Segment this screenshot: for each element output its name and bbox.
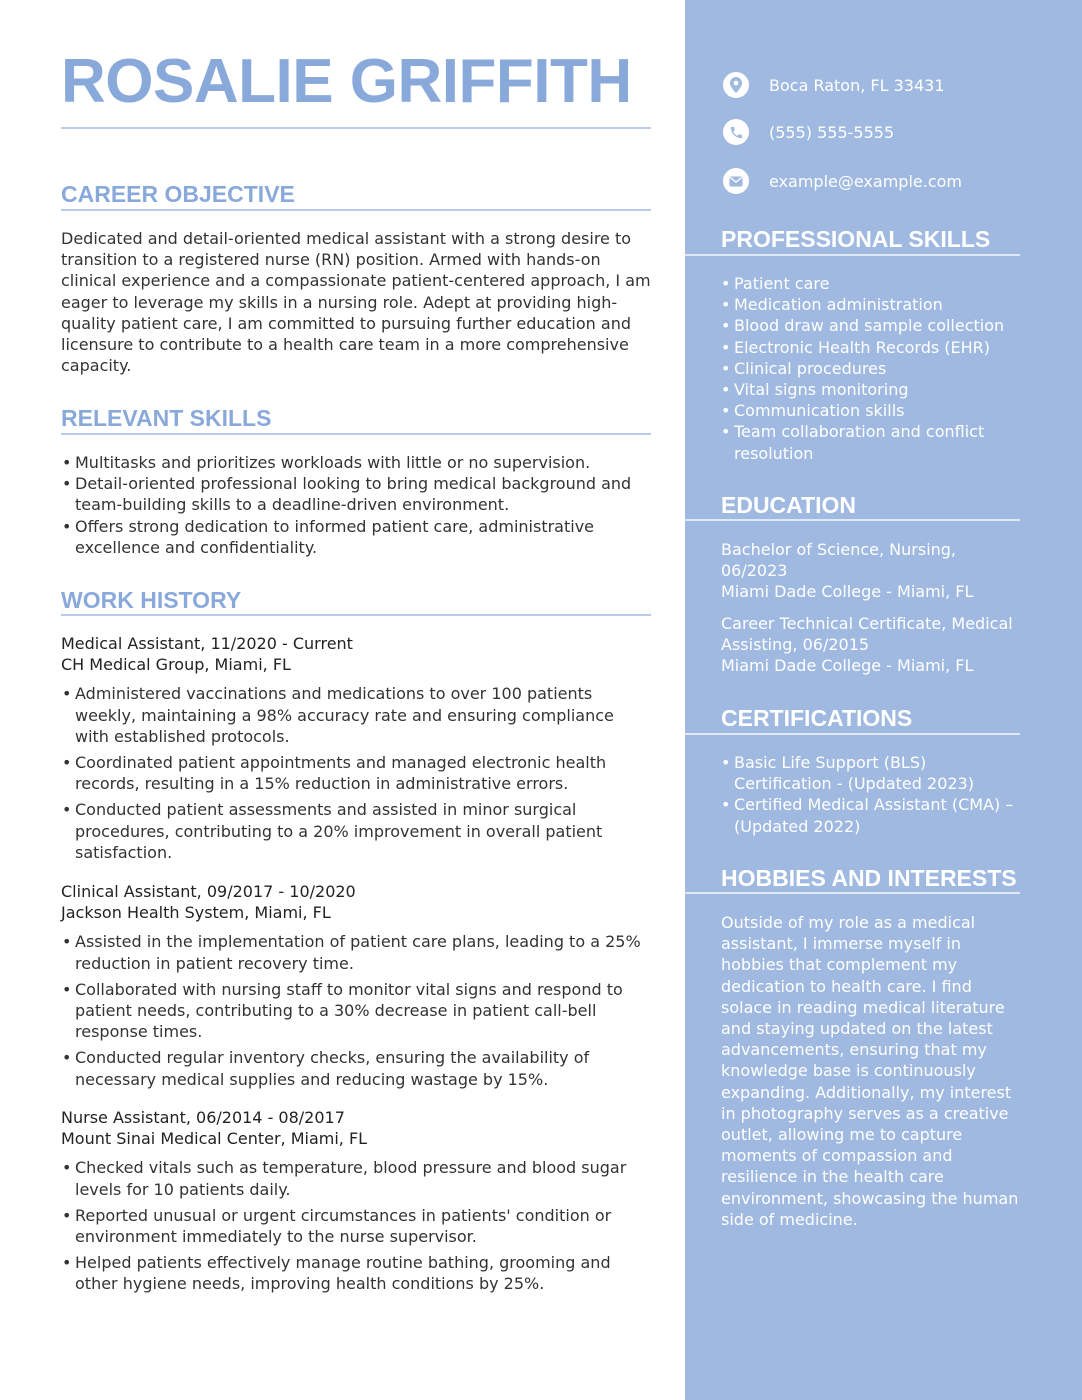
email-icon bbox=[723, 168, 749, 194]
list-item: • Conducted regular inventory checks, ensuring the availability of necessary medical supplies and reducing wastage by 15%. bbox=[61, 1047, 651, 1089]
list-item: • Reported unusual or urgent circumstances in patients' condition or environment immediately to the nurse supervisor. bbox=[61, 1205, 651, 1247]
job-title: Clinical Assistant, 09/2017 - 10/2020 bbox=[61, 882, 356, 901]
list-item: • Certified Medical Assistant (CMA) – (Updated 2022) bbox=[721, 794, 1021, 836]
location-pin-icon bbox=[723, 72, 749, 98]
list-item: • Administered vaccinations and medications to over 100 patients weekly, maintaining a 98% accuracy rate and ensuring compliance with established protocols. bbox=[61, 683, 651, 747]
list-item: • Clinical procedures bbox=[721, 358, 1021, 379]
career-objective-heading: CAREER OBJECTIVE bbox=[61, 181, 295, 207]
job-bullets bbox=[61, 931, 651, 1089]
list-item: • Blood draw and sample collection bbox=[721, 315, 1021, 336]
list-item: • Detail-oriented professional looking to bring medical background and team-building skills to a deadline-driven environment. bbox=[61, 473, 651, 515]
email-text: example@example.com bbox=[769, 171, 962, 191]
job-organization: CH Medical Group, Miami, FL bbox=[61, 655, 291, 675]
list-item: • Conducted patient assessments and assisted in minor surgical procedures, contributing to a 20% improvement in overall patient satisfaction. bbox=[61, 799, 651, 863]
professional-skills-divider bbox=[685, 254, 1020, 256]
education-degree: Bachelor of Science, Nursing, 06/2023 bbox=[721, 540, 957, 581]
work-history-divider bbox=[61, 614, 651, 616]
relevant-skills-divider bbox=[61, 433, 651, 435]
list-item: • Offers strong dedication to informed patient care, administrative excellence and confidentiality. bbox=[61, 516, 651, 558]
certifications-divider bbox=[685, 733, 1020, 735]
list-item: • Patient care bbox=[721, 273, 1021, 294]
education-heading: EDUCATION bbox=[721, 492, 857, 518]
address-text: Boca Raton, FL 33431 bbox=[769, 75, 945, 95]
list-item: • Team collaboration and conflict resolution bbox=[721, 421, 1021, 463]
list-item: • Checked vitals such as temperature, blood pressure and blood sugar levels for 10 patients daily. bbox=[61, 1157, 651, 1199]
list-item: • Vital signs monitoring bbox=[721, 379, 1021, 400]
hobbies-divider bbox=[685, 892, 1020, 894]
education-entry bbox=[721, 613, 1021, 677]
candidate-name: ROSALIE GRIFFITH bbox=[61, 47, 632, 116]
certifications-heading: CERTIFICATIONS bbox=[721, 705, 913, 731]
list-item: • Multitasks and prioritizes workloads with little or no supervision. bbox=[61, 452, 651, 473]
contact-phone bbox=[723, 119, 894, 145]
contact-email bbox=[723, 168, 962, 194]
job-bullets bbox=[61, 1157, 651, 1294]
job-bullets bbox=[61, 683, 651, 863]
phone-icon bbox=[723, 119, 749, 145]
education-degree: Career Technical Certificate, Medical Assisting, 06/2015 bbox=[721, 614, 1013, 655]
phone-text: (555) 555-5555 bbox=[769, 122, 895, 142]
job-organization: Mount Sinai Medical Center, Miami, FL bbox=[61, 1129, 368, 1149]
job-entry bbox=[61, 1107, 651, 1300]
education-school: Miami Dade College - Miami, FL bbox=[721, 656, 974, 676]
job-organization: Jackson Health System, Miami, FL bbox=[61, 903, 331, 923]
list-item: • Assisted in the implementation of patient care plans, leading to a 25% reduction in patient recovery time. bbox=[61, 931, 651, 973]
list-item: • Communication skills bbox=[721, 400, 1021, 421]
list-item: • Coordinated patient appointments and managed electronic health records, resulting in a 15% reduction in administrative errors. bbox=[61, 752, 651, 794]
hobbies-heading: HOBBIES AND INTERESTS bbox=[721, 865, 1017, 891]
career-objective-divider bbox=[61, 209, 651, 211]
contact-address bbox=[723, 72, 945, 98]
professional-skills-heading: PROFESSIONAL SKILLS bbox=[721, 226, 991, 252]
education-entry bbox=[721, 539, 1021, 603]
hobbies-text: Outside of my role as a medical assistant, I immerse myself in hobbies that complement my dedication to health care. I find solace in reading medical literature and staying updated on the latest advancements, ensuring that my knowledge base is continuously expanding. Additionally, my interest in photography serves as a creative outlet, allowing me to capture moments of compassion and resilience in the health care environment, showcasing the human side of medicine. bbox=[721, 913, 1019, 1229]
career-objective-text: Dedicated and detail-oriented medical assistant with a strong desire to transition to a registered nurse (RN) position. Armed with hands-on clinical experience and a compassionate patient-centered approach, I am eager to leverage my skills in a nursing role. Adept at providing high-quality patient care, I am committed to pursuing further education and licensure to contribute to a health care team in a more comprehensive capacity. bbox=[61, 229, 651, 376]
job-entry bbox=[61, 633, 651, 868]
work-history-heading: WORK HISTORY bbox=[61, 587, 242, 613]
list-item: • Collaborated with nursing staff to monitor vital signs and respond to patient needs, contributing to a 30% decrease in patient call-bell response times. bbox=[61, 979, 651, 1043]
sidebar bbox=[685, 0, 1082, 1400]
list-item: • Basic Life Support (BLS) Certification - (Updated 2023) bbox=[721, 752, 1021, 794]
job-title: Medical Assistant, 11/2020 - Current bbox=[61, 634, 353, 653]
relevant-skills-list bbox=[61, 452, 651, 558]
name-divider bbox=[61, 127, 651, 129]
professional-skills-list bbox=[721, 273, 1021, 464]
main-column bbox=[61, 0, 651, 1400]
education-divider bbox=[685, 519, 1020, 521]
education-school: Miami Dade College - Miami, FL bbox=[721, 582, 974, 602]
job-title: Nurse Assistant, 06/2014 - 08/2017 bbox=[61, 1108, 345, 1127]
list-item: • Medication administration bbox=[721, 294, 1021, 315]
certifications-list bbox=[721, 752, 1021, 837]
list-item: • Electronic Health Records (EHR) bbox=[721, 337, 1021, 358]
job-entry bbox=[61, 881, 651, 1095]
relevant-skills-heading: RELEVANT SKILLS bbox=[61, 405, 272, 431]
list-item: • Helped patients effectively manage routine bathing, grooming and other hygiene needs, improving health conditions by 25%. bbox=[61, 1252, 651, 1294]
